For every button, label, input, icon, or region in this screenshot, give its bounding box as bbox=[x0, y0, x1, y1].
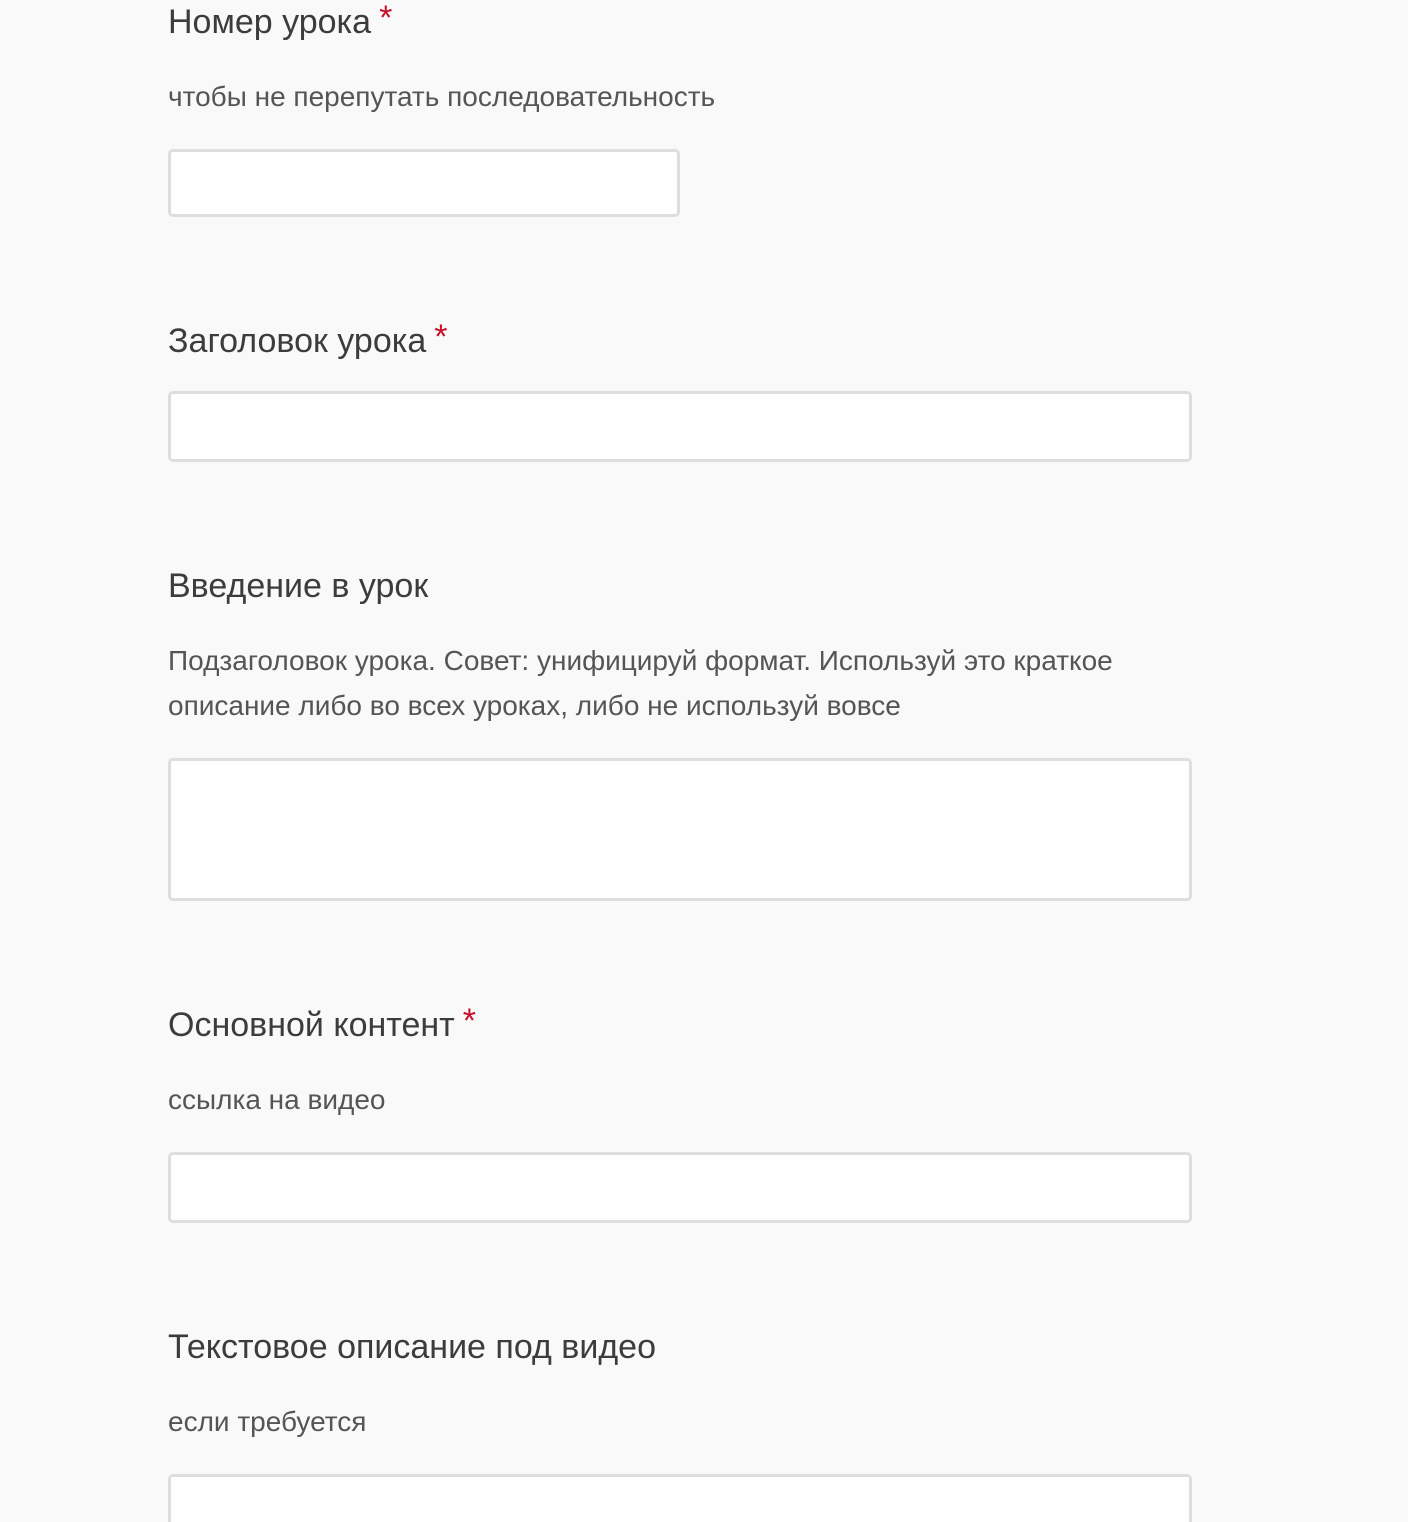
video-link-input[interactable] bbox=[168, 1152, 1192, 1223]
video-description-hint: если требуется bbox=[168, 1406, 367, 1437]
lesson-intro-textarea[interactable] bbox=[168, 758, 1192, 901]
lesson-title-label-text: Заголовок урока bbox=[168, 322, 427, 360]
video-description-textarea[interactable] bbox=[168, 1474, 1192, 1522]
lesson-number-input[interactable] bbox=[168, 149, 680, 217]
main-content-label bbox=[168, 1002, 476, 1045]
lesson-intro-hint: Подзаголовок урока. Совет: унифицируй формат. Используй это краткое описание либо во всех уроках, либо не используй вовсе bbox=[168, 645, 1113, 721]
lesson-title-label bbox=[168, 318, 448, 361]
video-description-label bbox=[168, 1327, 656, 1367]
lesson-title-input[interactable] bbox=[168, 391, 1192, 462]
required-mark: * bbox=[434, 318, 448, 356]
main-content-hint: ссылка на видео bbox=[168, 1084, 386, 1115]
required-mark: * bbox=[462, 1002, 476, 1040]
video-description-label-text: Текстовое описание под видео bbox=[168, 1328, 656, 1366]
lesson-number-label-text: Номер урока bbox=[168, 3, 372, 41]
required-mark: * bbox=[379, 0, 393, 37]
main-content-label-text: Основной контент bbox=[168, 1006, 455, 1044]
lesson-number-hint: чтобы не перепутать последовательность bbox=[168, 81, 716, 112]
lesson-number-label bbox=[168, 2, 392, 42]
lesson-intro-label-text: Введение в урок bbox=[168, 567, 429, 605]
lesson-intro-label bbox=[168, 566, 428, 606]
